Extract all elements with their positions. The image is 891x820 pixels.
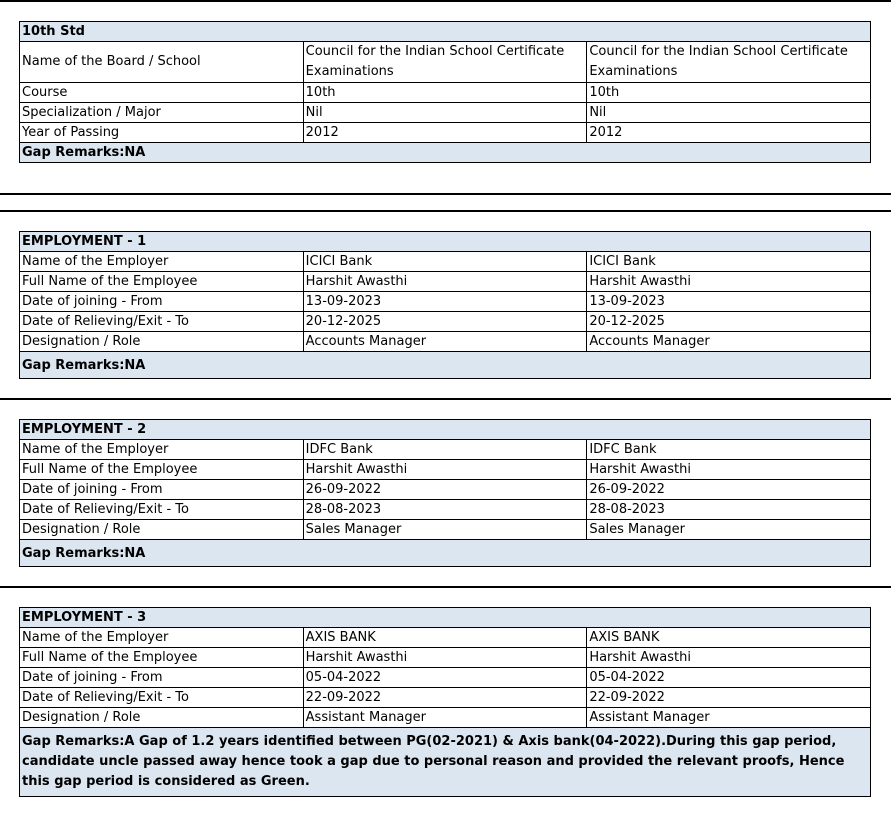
row-label: Course <box>20 83 304 103</box>
table-row <box>20 123 871 143</box>
table-row <box>20 252 871 272</box>
row-label: Date of Relieving/Exit - To <box>20 688 304 708</box>
table-row <box>20 480 871 500</box>
section-title: EMPLOYMENT - 3 <box>20 608 871 628</box>
cell-value: Harshit Awasthi <box>303 648 587 668</box>
gap-remarks-row <box>20 143 871 163</box>
section-title: EMPLOYMENT - 2 <box>20 420 871 440</box>
divider <box>0 586 891 588</box>
cell-value: Council for the Indian School Certificate Examinations <box>303 42 587 83</box>
cell-value: 28-08-2023 <box>303 500 587 520</box>
divider <box>0 398 891 400</box>
cell-value: 05-04-2022 <box>587 668 871 688</box>
cell-value: ICICI Bank <box>303 252 587 272</box>
table-row <box>20 292 871 312</box>
cell-value: Harshit Awasthi <box>587 648 871 668</box>
cell-value: 22-09-2022 <box>587 688 871 708</box>
divider <box>0 193 891 195</box>
cell-value: 10th <box>587 83 871 103</box>
row-label: Date of joining - From <box>20 480 304 500</box>
row-label: Name of the Employer <box>20 252 304 272</box>
section-header <box>20 420 871 440</box>
cell-value: IDFC Bank <box>303 440 587 460</box>
cell-value: 2012 <box>303 123 587 143</box>
education-table <box>19 21 871 163</box>
cell-value: 05-04-2022 <box>303 668 587 688</box>
cell-value: 26-09-2022 <box>303 480 587 500</box>
table-row <box>20 103 871 123</box>
gap-remarks: Gap Remarks:NA <box>20 352 871 379</box>
cell-value: 20-12-2025 <box>587 312 871 332</box>
table-row <box>20 42 871 83</box>
cell-value: Accounts Manager <box>587 332 871 352</box>
row-label: Full Name of the Employee <box>20 648 304 668</box>
gap-remarks: Gap Remarks:NA <box>20 143 871 163</box>
gap-remarks: Gap Remarks:NA <box>20 540 871 567</box>
section-header <box>20 608 871 628</box>
cell-value: 13-09-2023 <box>587 292 871 312</box>
table-row <box>20 520 871 540</box>
cell-value: 26-09-2022 <box>587 480 871 500</box>
cell-value: AXIS BANK <box>587 628 871 648</box>
table-row <box>20 460 871 480</box>
cell-value: 20-12-2025 <box>303 312 587 332</box>
cell-value: AXIS BANK <box>303 628 587 648</box>
row-label: Date of Relieving/Exit - To <box>20 312 304 332</box>
cell-value: Harshit Awasthi <box>587 272 871 292</box>
table-row <box>20 500 871 520</box>
cell-value: 2012 <box>587 123 871 143</box>
section-title: EMPLOYMENT - 1 <box>20 232 871 252</box>
divider <box>0 0 891 2</box>
cell-value: IDFC Bank <box>587 440 871 460</box>
section-title: 10th Std <box>20 22 871 42</box>
cell-value: 22-09-2022 <box>303 688 587 708</box>
row-label: Full Name of the Employee <box>20 460 304 480</box>
row-label: Date of joining - From <box>20 292 304 312</box>
cell-value: Council for the Indian School Certificate Examinations <box>587 42 871 83</box>
cell-value: Harshit Awasthi <box>303 460 587 480</box>
cell-value: Assistant Manager <box>587 708 871 728</box>
table-row <box>20 272 871 292</box>
employment-2-table <box>19 419 871 567</box>
table-row <box>20 83 871 103</box>
row-label: Name of the Employer <box>20 628 304 648</box>
table-row <box>20 332 871 352</box>
row-label: Date of joining - From <box>20 668 304 688</box>
table-row <box>20 312 871 332</box>
cell-value: Sales Manager <box>587 520 871 540</box>
table-row <box>20 628 871 648</box>
row-label: Year of Passing <box>20 123 304 143</box>
row-label: Specialization / Major <box>20 103 304 123</box>
gap-remarks-row <box>20 728 871 797</box>
cell-value: Harshit Awasthi <box>303 272 587 292</box>
row-label: Designation / Role <box>20 332 304 352</box>
employment-1-table <box>19 231 871 379</box>
table-row <box>20 668 871 688</box>
row-label: Designation / Role <box>20 520 304 540</box>
cell-value: Sales Manager <box>303 520 587 540</box>
row-label: Full Name of the Employee <box>20 272 304 292</box>
section-header <box>20 232 871 252</box>
gap-remarks: Gap Remarks:A Gap of 1.2 years identified between PG(02-2021) & Axis bank(04-2022).During this gap period, candidate uncle passed away hence took a gap due to personal reason and provided the relevant proofs, Hence this gap period is considered as Green. <box>20 728 871 797</box>
employment-3-table <box>19 607 871 797</box>
cell-value: ICICI Bank <box>587 252 871 272</box>
row-label: Name of the Board / School <box>20 42 304 83</box>
table-row <box>20 648 871 668</box>
row-label: Designation / Role <box>20 708 304 728</box>
cell-value: 13-09-2023 <box>303 292 587 312</box>
cell-value: Nil <box>303 103 587 123</box>
cell-value: Assistant Manager <box>303 708 587 728</box>
table-row <box>20 440 871 460</box>
cell-value: 10th <box>303 83 587 103</box>
divider <box>0 210 891 212</box>
cell-value: Accounts Manager <box>303 332 587 352</box>
table-row <box>20 708 871 728</box>
cell-value: Nil <box>587 103 871 123</box>
cell-value: Harshit Awasthi <box>587 460 871 480</box>
gap-remarks-row <box>20 540 871 567</box>
gap-remarks-row <box>20 352 871 379</box>
row-label: Date of Relieving/Exit - To <box>20 500 304 520</box>
section-header <box>20 22 871 42</box>
table-row <box>20 688 871 708</box>
cell-value: 28-08-2023 <box>587 500 871 520</box>
row-label: Name of the Employer <box>20 440 304 460</box>
